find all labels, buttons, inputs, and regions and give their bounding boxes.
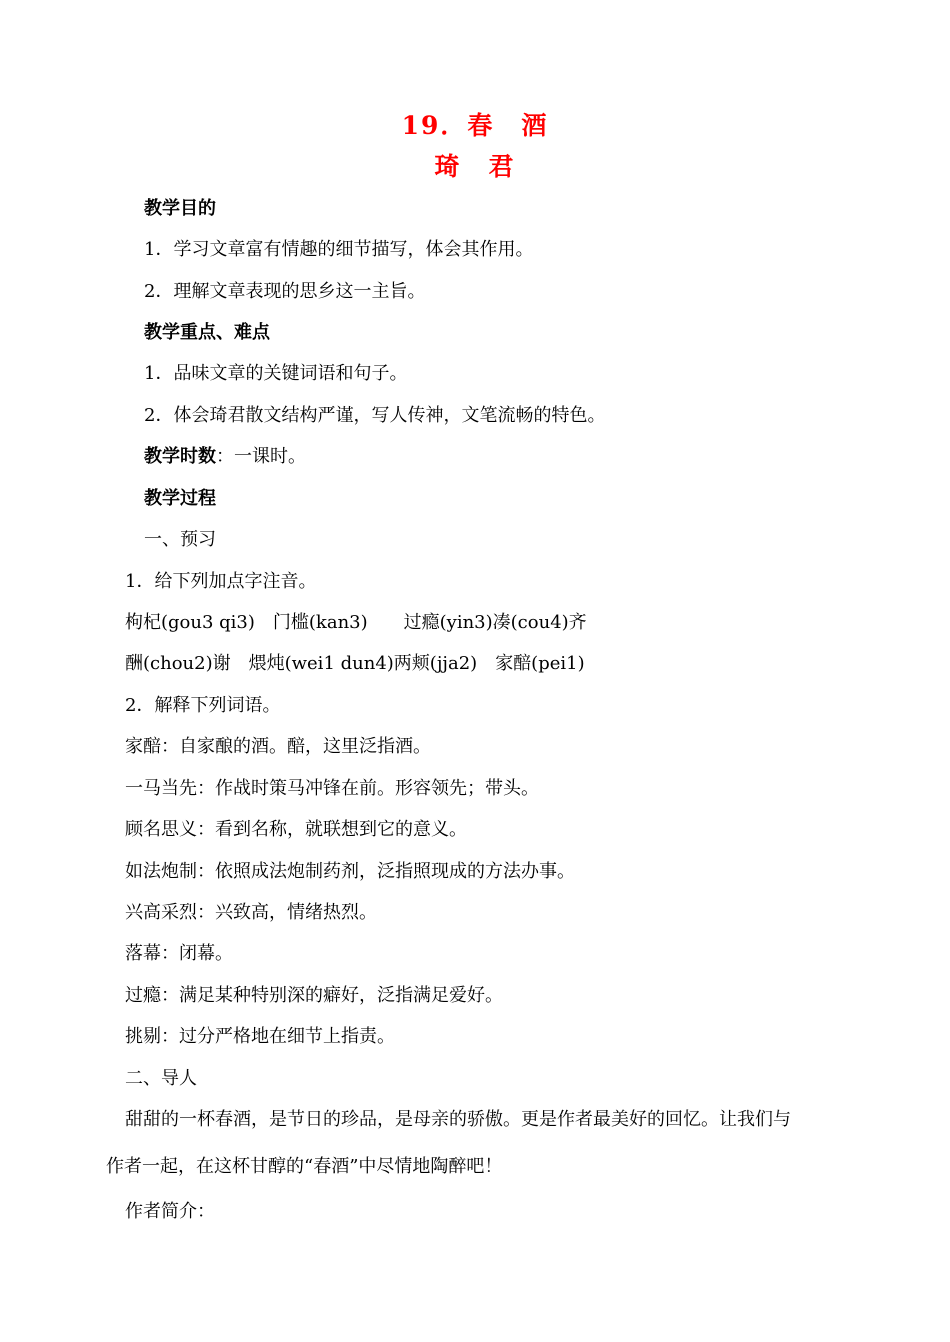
section-heading-key-points: 教学重点、难点 — [144, 322, 270, 343]
intro-paragraph-line: 甜甜的一杯春酒，是节日的珍品，是母亲的骄傲。更是作者最美好的回忆。让我们与 — [125, 1109, 791, 1130]
pinyin-group: 酬(chou2)谢 煨炖(wei1 dun4)两颊(jja2) — [125, 653, 478, 674]
pinyin-row — [125, 611, 587, 635]
question-item: 1．给下列加点字注音。 — [125, 571, 317, 592]
definition-item: 落幕：闭幕。 — [125, 943, 233, 964]
pinyin-row — [125, 652, 585, 676]
part-heading-introduction: 二、导人 — [125, 1068, 197, 1089]
definition-item: 挑剔：过分严格地在细节上指责。 — [125, 1026, 395, 1047]
part-heading-preview: 一、预习 — [144, 529, 216, 550]
goal-item: 2．理解文章表现的思乡这一主旨。 — [144, 281, 426, 302]
intro-paragraph-line: 作者一起，在这杯甘醇的“春酒”中尽情地陶醉吧！ — [106, 1156, 503, 1177]
document-author: 琦 君 — [434, 152, 516, 181]
section-heading-goals: 教学目的 — [144, 198, 216, 219]
pinyin-group: 枸杞(gou3 qi3) 门槛(kan3) — [125, 612, 368, 633]
definition-item: 过瘾：满足某种特别深的癖好，泛指满足爱好。 — [125, 985, 503, 1006]
pinyin-group: 过瘾(yin3)凑(cou4)齐 — [403, 612, 587, 633]
goal-item: 1．学习文章富有情趣的细节描写，体会其作用。 — [144, 239, 534, 260]
section-heading-hours: 教学时数 — [144, 446, 216, 467]
section-heading-process: 教学过程 — [144, 488, 216, 509]
question-item: 2．解释下列词语。 — [125, 695, 281, 716]
pinyin-group: 家醅(pei1) — [495, 653, 585, 674]
key-point-item: 2．体会琦君散文结构严谨，写人传神，文笔流畅的特色。 — [144, 405, 606, 426]
definition-item: 家醅：自家酿的酒。醅，这里泛指酒。 — [125, 736, 431, 757]
definition-item: 顾名思义：看到名称，就联想到它的意义。 — [125, 819, 467, 840]
teaching-hours — [144, 445, 306, 469]
teaching-hours-value: ：一课时。 — [216, 446, 306, 467]
definition-item: 如法炮制：依照成法炮制药剂，泛指照现成的方法办事。 — [125, 861, 575, 882]
key-point-item: 1．品味文章的关键词语和句子。 — [144, 363, 408, 384]
author-intro-heading: 作者简介： — [125, 1201, 215, 1222]
definition-item: 一马当先：作战时策马冲锋在前。形容领先；带头。 — [125, 778, 539, 799]
document-title: 19．春 酒 — [401, 111, 549, 140]
definition-item: 兴高采烈：兴致高，情绪热烈。 — [125, 902, 377, 923]
